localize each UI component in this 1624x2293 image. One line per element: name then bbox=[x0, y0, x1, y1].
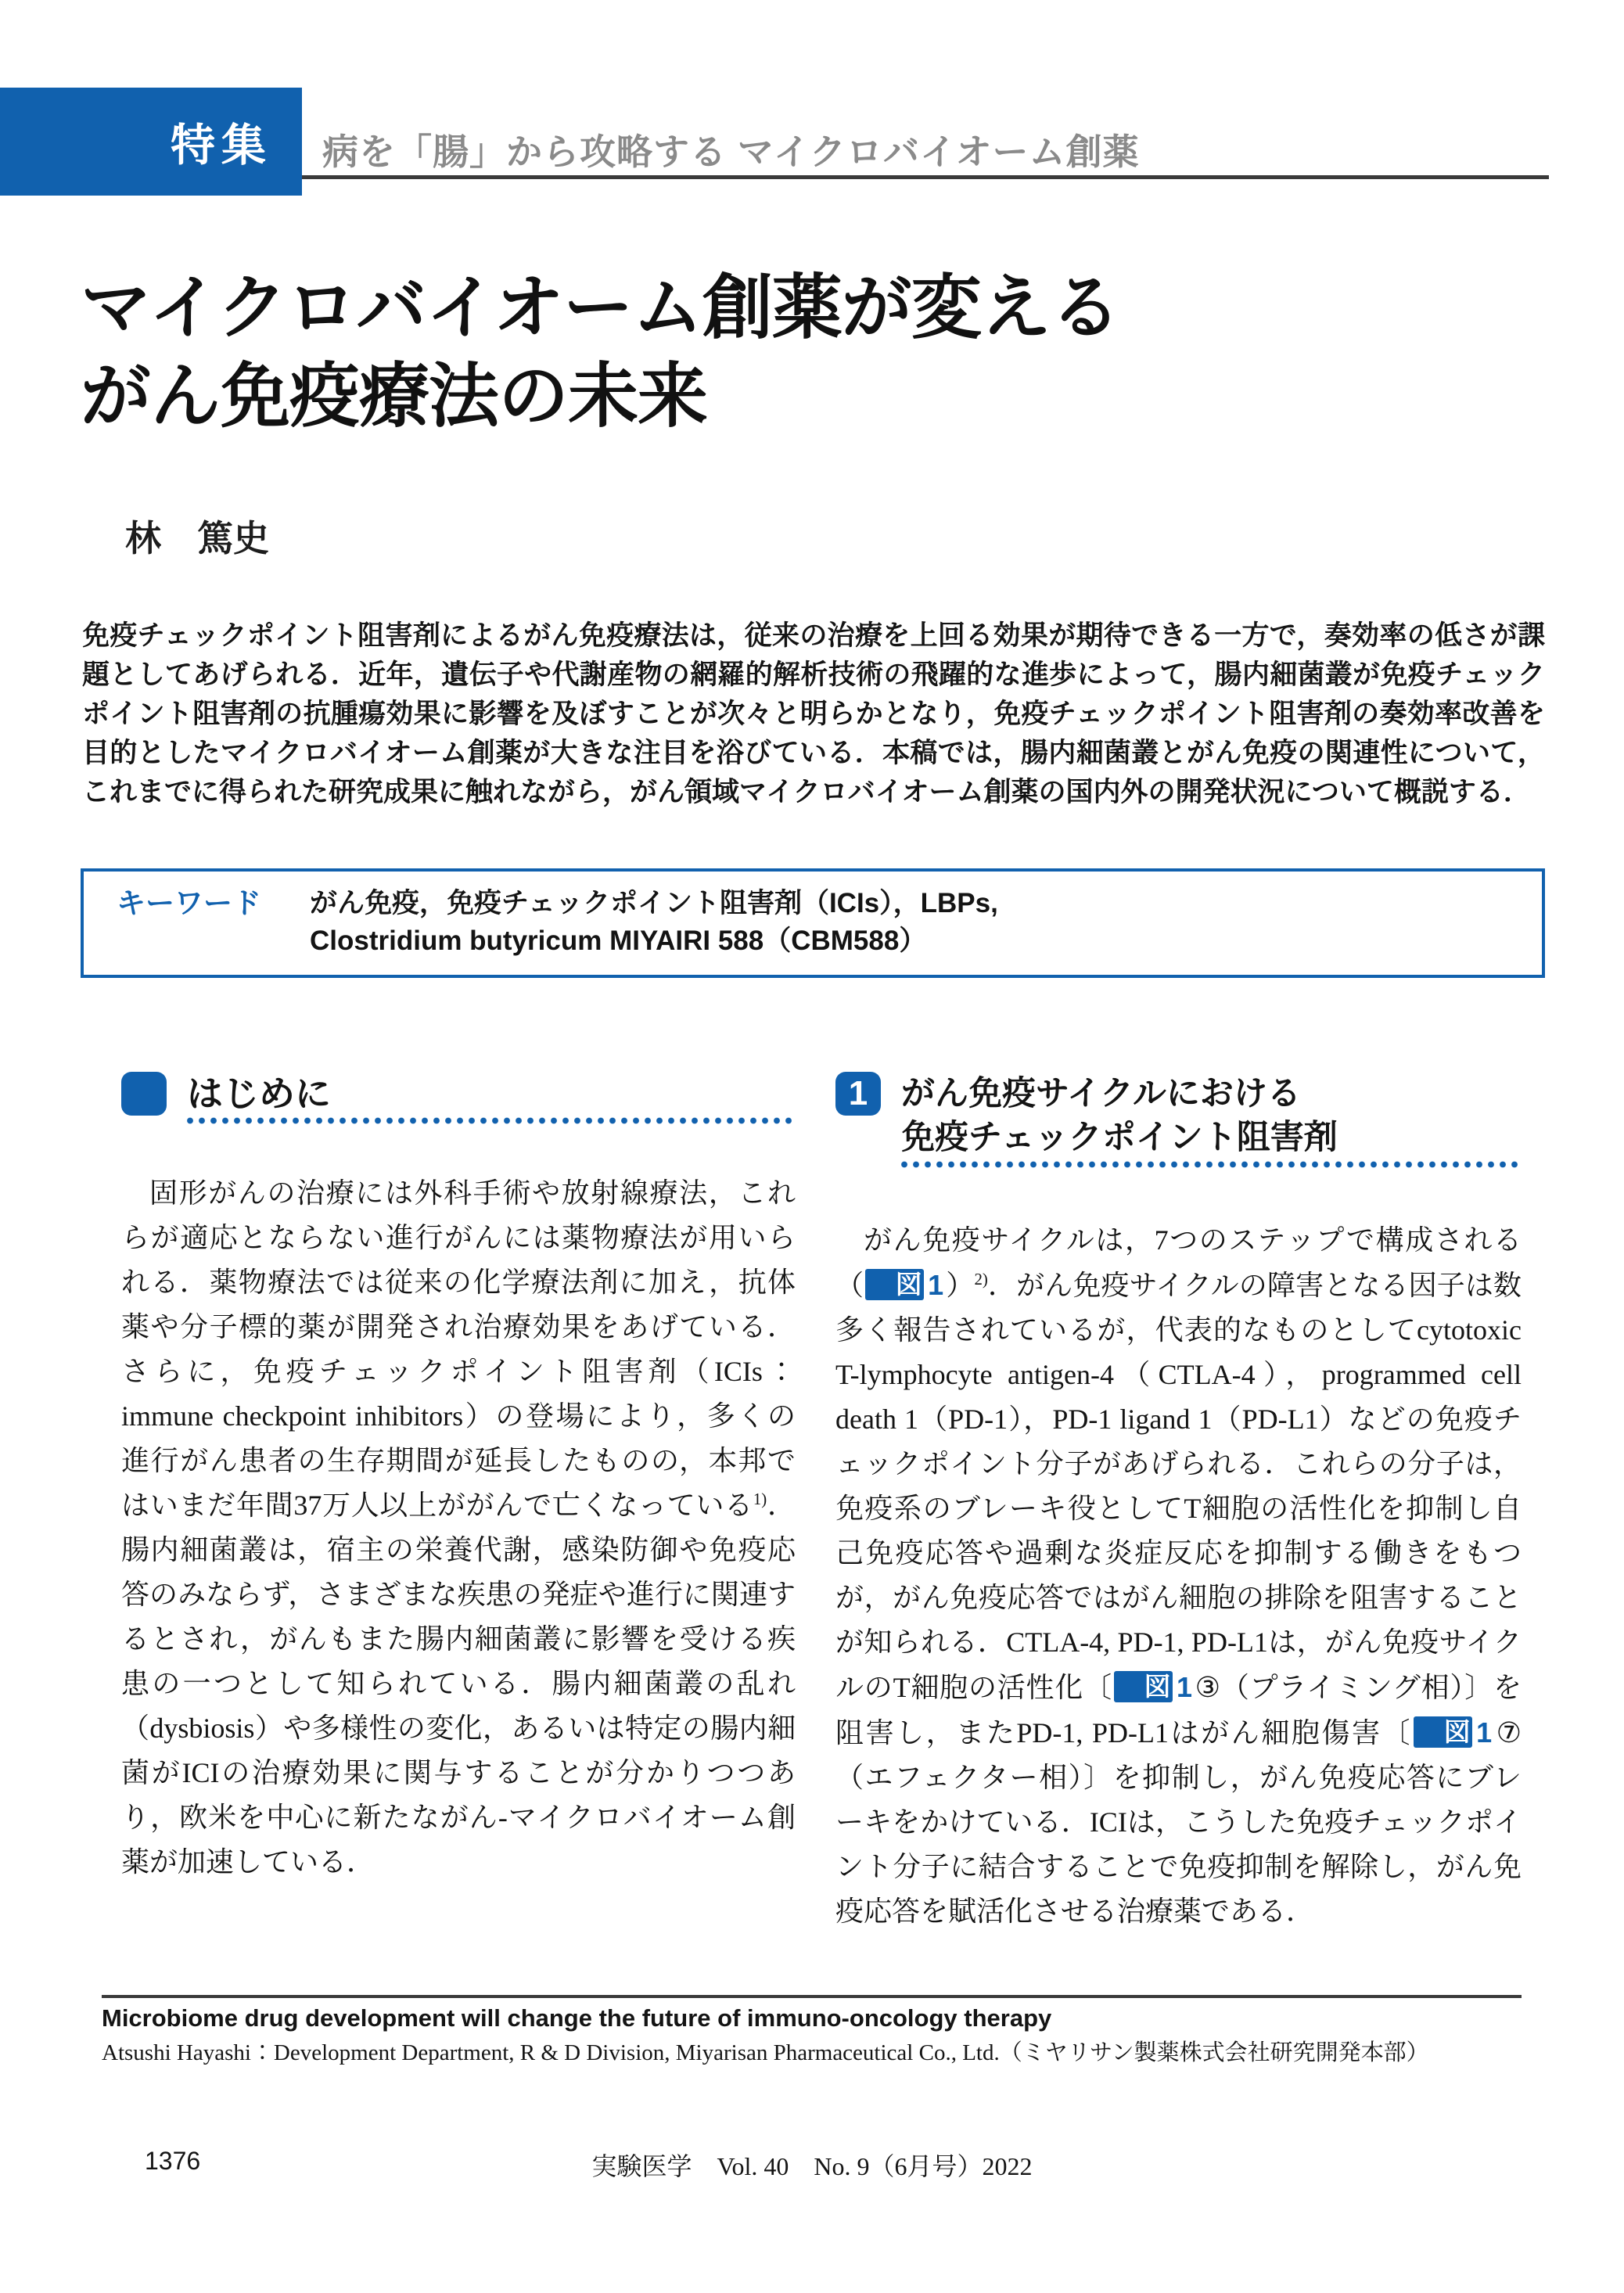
section1-heading-row bbox=[835, 1072, 1522, 1159]
feature-badge bbox=[0, 88, 302, 196]
text-segment: ③（プライミング相）〕を阻害し，またPD-1, PD-L1はがん細胞傷害〔 bbox=[835, 1672, 1522, 1749]
figure-ref-badge: 図 bbox=[1414, 1716, 1472, 1748]
keyword-line: Clostridium butyricum MIYAIRI 588（CBM588） bbox=[310, 925, 927, 956]
intro-heading: はじめに bbox=[187, 1073, 331, 1114]
keyword-line: がん免疫，免疫チェックポイント阻害剤（ICIs），LBPs, bbox=[310, 888, 998, 918]
reference-superscript: 1) bbox=[753, 1490, 767, 1508]
journal-info: 実験医学 Vol. 40 No. 9（6月号）2022 bbox=[591, 2152, 1033, 2180]
text-segment: ⑦（エフェクター相）〕を抑制し，がん免疫応答にブレーキをかけている．ICIは，こうした免疫チェックポイント分子に結合することで免疫抑制を解除し，がん免疫応答を賦活化させる治療薬である． bbox=[835, 1717, 1522, 1927]
text-segment: 固形がんの治療には外科手術や放射線療法，これらが適応とならない進行がんには薬物療法が用いられる．薬物療法では従来の化学療法剤に加え，抗体薬や分子標的薬が開発され治療効果をあげている．さらに，免疫チェックポイント阻害剤（ICIs：immune checkpoint inhibitors）の登場により，多くの進行がん患者の生存期間が延長したものの，本邦ではいまだ年間37万人以上ががんで亡くなっている bbox=[121, 1177, 796, 1521]
intro-heading-row bbox=[121, 1072, 796, 1116]
feature-label: 特集 bbox=[171, 120, 272, 171]
article-title-line1: マイクロバイオーム創薬が変える bbox=[81, 269, 1120, 347]
text-segment: 1 bbox=[1176, 1671, 1192, 1703]
article-title bbox=[81, 264, 1120, 441]
section1-heading-line1: がん免疫サイクルにおける bbox=[901, 1075, 1301, 1112]
keywords-box bbox=[81, 868, 1545, 978]
intro-paragraph bbox=[121, 1171, 796, 1885]
intro-section bbox=[121, 1072, 796, 1885]
section1-heading-line2: 免疫チェックポイント阻害剤 bbox=[901, 1119, 1338, 1156]
affiliation: Atsushi Hayashi：Development Department, R & D Division, Miyarisan Pharmaceutical Co., Ltd.（ミヤリサン製薬株式会社研究開発本部） bbox=[102, 2040, 1429, 2065]
text-segment: ） bbox=[946, 1270, 975, 1301]
keywords-label: キーワード bbox=[117, 887, 261, 919]
reference-superscript: 2) bbox=[974, 1270, 988, 1288]
page-number: 1376 bbox=[145, 2147, 201, 2175]
footer-rule bbox=[102, 1995, 1522, 1998]
section1-heading bbox=[901, 1072, 1338, 1159]
keywords-text bbox=[310, 885, 998, 960]
dotted-rule bbox=[187, 1117, 796, 1124]
text-segment: ．腸内細菌叢は，宿主の栄養代謝，感染防御や免疫応答のみならず，さまざまな疾患の発症や進行に関連するとされ，がんもまた腸内細菌叢に影響を受ける疾患の一つとして知られている．腸内細菌叢の乱れ（dysbiosis）や多様性の変化，あるいは特定の腸内細菌がICIの治療効果に関与することが分かりつつあり，欧米を中心に新たながん-マイクロバイオーム創薬が加速している． bbox=[121, 1490, 796, 1878]
english-title: Microbiome drug development will change the future of immuno-oncology therapy bbox=[102, 2004, 1052, 2032]
text-segment: がん免疫サイクルは，7つのステップで構成される（ bbox=[835, 1224, 1522, 1301]
section-number-badge: 1 bbox=[835, 1072, 881, 1116]
section1-paragraph bbox=[835, 1218, 1522, 1934]
feature-title: 病を「腸」から攻略する マイクロバイオーム創薬 bbox=[322, 131, 1140, 172]
figure-ref-badge: 図 bbox=[1114, 1671, 1173, 1702]
dotted-rule bbox=[901, 1161, 1522, 1168]
text-segment: ．がん免疫サイクルの障害となる因子は数多く報告されているが，代表的なものとしてcytotoxic T-lymphocyte antigen-4（CTLA-4），programmed cell death 1（PD-1），PD-1 ligand 1（PD-L1）などの免疫チェックポイント分子があげられる．これらの分子は，免疫系のブレーキ役としてT細胞の活性化を抑制し自己免疫応答や過剰な炎症反応を抑制する働きをもつが，がん免疫応答ではがん細胞の排除を阻害することが知られる．CTLA-4, PD-1, PD-L1は，がん免疫サイクルのT細胞の活性化〔 bbox=[835, 1270, 1522, 1703]
author-name: 林 篤史 bbox=[125, 518, 269, 559]
text-segment: 1 bbox=[1476, 1716, 1493, 1749]
section-marker-square bbox=[121, 1072, 167, 1116]
abstract-text: 免疫チェックポイント阻害剤によるがん免疫療法は，従来の治療を上回る効果が期待できる一方で，奏効率の低さが課題としてあげられる．近年，遺伝子や代謝産物の網羅的解析技術の飛躍的な進歩によって，腸内細菌叢が免疫チェックポイント阻害剤の抗腫瘍効果に影響を及ぼすことが次々と明らかとなり，免疫チェックポイント阻害剤の奏効率改善を目的としたマイクロバイオーム創薬が大きな注目を浴びている．本稿では，腸内細菌叢とがん免疫の関連性について，これまでに得られた研究成果に触れながら，がん領域マイクロバイオーム創薬の国内外の開発状況について概説する． bbox=[82, 620, 1545, 807]
section1 bbox=[835, 1072, 1522, 1934]
figure-ref-badge: 図 bbox=[865, 1269, 924, 1300]
header-rule bbox=[302, 175, 1549, 179]
article-title-line2: がん免疫療法の未来 bbox=[81, 358, 707, 436]
text-segment: 1 bbox=[928, 1269, 944, 1301]
